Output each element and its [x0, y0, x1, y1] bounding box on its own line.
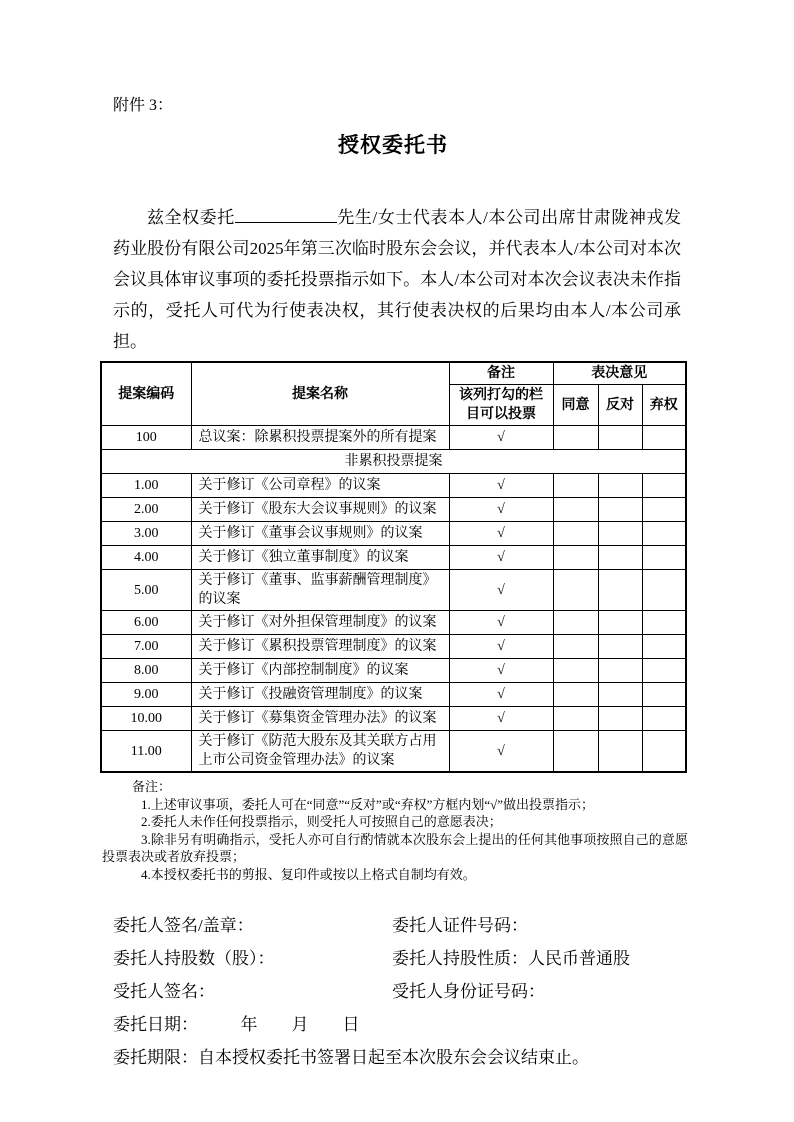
header-remark-note: 该列打勾的栏目可以投票: [449, 385, 553, 426]
table-row: [101, 426, 686, 450]
entrust-date-line: 委托日期： 年 月 日: [113, 1015, 360, 1034]
proposal-code-cell: 100: [101, 426, 191, 450]
intro-paragraph: [113, 202, 681, 357]
proposal-code-cell: 11.00: [101, 731, 191, 773]
abstain-vote-cell[interactable]: [642, 546, 686, 570]
table-header-row-1: [101, 362, 686, 385]
proposal-name-cell: 关于修订《股东大会议事规则》的议案: [191, 498, 449, 522]
remark-check-cell: √: [449, 611, 553, 635]
note-item: 4.本授权委托书的剪报、复印件或按以上格式自制均有效。: [141, 866, 476, 882]
agree-vote-cell[interactable]: [553, 659, 598, 683]
proposal-name-cell: 关于修订《防范大股东及其关联方占用上市公司资金管理办法》的议案: [191, 731, 449, 773]
oppose-vote-cell[interactable]: [598, 546, 642, 570]
proposal-code-cell: 3.00: [101, 522, 191, 546]
oppose-vote-cell[interactable]: [598, 731, 642, 773]
trustee-sign-label: 受托人签名：: [113, 982, 215, 1001]
proposal-code-cell: 4.00: [101, 546, 191, 570]
oppose-vote-cell[interactable]: [598, 683, 642, 707]
proposal-voting-table: [100, 361, 687, 773]
proposal-table-body: [101, 426, 686, 773]
table-row: [101, 683, 686, 707]
agree-vote-cell[interactable]: [553, 707, 598, 731]
proposal-name-cell: 关于修订《累积投票管理制度》的议案: [191, 635, 449, 659]
proposal-code-cell: 9.00: [101, 683, 191, 707]
section-label: 非累积投票提案: [101, 450, 686, 474]
proposal-name-cell: 关于修订《董事会议事规则》的议案: [191, 522, 449, 546]
intro-suffix: 先生/女士代表本人/本公司出席甘肃陇神戎发药业股份有限公司2025年第三次临时股东会会议，并代表本人/本公司对本次会议具体审议事项的委托投票指示如下。本人/本公司对本次会议表决未作指示的，受托人可代为行使表决权，其行使表决权的后果均由本人/本公司承担。: [113, 208, 682, 351]
proposal-name-cell: 关于修订《对外担保管理制度》的议案: [191, 611, 449, 635]
proposal-name-cell: 关于修订《董事、监事薪酬管理制度》的议案: [191, 570, 449, 611]
proposal-code-cell: 1.00: [101, 474, 191, 498]
principal-share-type-label: 委托人持股性质：人民币普通股: [392, 949, 630, 968]
remark-check-cell: √: [449, 570, 553, 611]
oppose-vote-cell[interactable]: [598, 707, 642, 731]
header-oppose: 反对: [598, 385, 642, 426]
abstain-vote-cell[interactable]: [642, 731, 686, 773]
table-row: [101, 659, 686, 683]
remark-check-cell: √: [449, 498, 553, 522]
header-agree: 同意: [553, 385, 598, 426]
table-row: [101, 635, 686, 659]
page-title: 授权委托书: [338, 133, 448, 157]
agree-vote-cell[interactable]: [553, 474, 598, 498]
proxy-name-blank-field[interactable]: [235, 205, 337, 223]
abstain-vote-cell[interactable]: [642, 570, 686, 611]
notes-list: [102, 796, 688, 884]
signature-section: [113, 909, 686, 1074]
remark-check-cell: √: [449, 522, 553, 546]
intro-prefix: 兹全权委托: [147, 208, 235, 227]
agree-vote-cell[interactable]: [553, 522, 598, 546]
proposal-code-cell: 7.00: [101, 635, 191, 659]
proposal-code-cell: 5.00: [101, 570, 191, 611]
notes-section: [102, 778, 688, 883]
table-row: [101, 474, 686, 498]
proposal-name-cell: 关于修订《投融资管理制度》的议案: [191, 683, 449, 707]
abstain-vote-cell[interactable]: [642, 522, 686, 546]
proposal-code-cell: 6.00: [101, 611, 191, 635]
oppose-vote-cell[interactable]: [598, 498, 642, 522]
header-proposal-code: 提案编码: [101, 362, 191, 426]
table-row: [101, 498, 686, 522]
abstain-vote-cell[interactable]: [642, 498, 686, 522]
agree-vote-cell[interactable]: [553, 635, 598, 659]
agree-vote-cell[interactable]: [553, 546, 598, 570]
oppose-vote-cell[interactable]: [598, 611, 642, 635]
abstain-vote-cell[interactable]: [642, 611, 686, 635]
abstain-vote-cell[interactable]: [642, 635, 686, 659]
header-remark: 备注: [449, 362, 553, 385]
remark-check-cell: √: [449, 635, 553, 659]
note-item: 1.上述审议事项，委托人可在“同意”“反对”或“弃权”方框内划“√”做出投票指示；: [141, 796, 595, 812]
abstain-vote-cell[interactable]: [642, 707, 686, 731]
proposal-name-cell: 关于修订《内部控制制度》的议案: [191, 659, 449, 683]
remark-check-cell: √: [449, 707, 553, 731]
abstain-vote-cell[interactable]: [642, 683, 686, 707]
agree-vote-cell[interactable]: [553, 611, 598, 635]
abstain-vote-cell[interactable]: [642, 474, 686, 498]
header-proposal-name: 提案名称: [191, 362, 449, 426]
oppose-vote-cell[interactable]: [598, 635, 642, 659]
remark-check-cell: √: [449, 731, 553, 773]
table-row: [101, 522, 686, 546]
proposal-code-cell: 8.00: [101, 659, 191, 683]
notes-label: 备注：: [132, 779, 172, 794]
header-vote-opinion: 表决意见: [553, 362, 686, 385]
agree-vote-cell[interactable]: [553, 498, 598, 522]
principal-id-label: 委托人证件号码：: [392, 916, 528, 935]
oppose-vote-cell[interactable]: [598, 522, 642, 546]
attachment-label: 附件 3：: [113, 97, 174, 114]
remark-check-cell: √: [449, 683, 553, 707]
agree-vote-cell[interactable]: [553, 426, 598, 450]
remark-check-cell: √: [449, 426, 553, 450]
proposal-code-cell: 10.00: [101, 707, 191, 731]
table-row: [101, 546, 686, 570]
remark-check-cell: √: [449, 659, 553, 683]
remark-check-cell: √: [449, 546, 553, 570]
abstain-vote-cell[interactable]: [642, 426, 686, 450]
principal-shares-label: 委托人持股数（股）：: [113, 949, 275, 968]
note-item: 3.除非另有明确指示，受托人亦可自行酌情就本次股东会上提出的任何其他事项按照自己的意愿投票表决或者放弃投票；: [102, 831, 688, 864]
oppose-vote-cell[interactable]: [598, 426, 642, 450]
note-item: 2.委托人未作任何投票指示，则受托人可按照自己的意愿表决；: [141, 814, 502, 829]
header-abstain: 弃权: [642, 385, 686, 426]
agree-vote-cell[interactable]: [553, 570, 598, 611]
section-row: [101, 450, 686, 474]
oppose-vote-cell[interactable]: [598, 659, 642, 683]
proposal-name-cell: 关于修订《募集资金管理办法》的议案: [191, 707, 449, 731]
proposal-code-cell: 2.00: [101, 498, 191, 522]
oppose-vote-cell[interactable]: [598, 474, 642, 498]
trustee-id-label: 受托人身份证号码：: [392, 982, 545, 1001]
entrust-period-line: 委托期限：自本授权委托书签署日起至本次股东会会议结束止。: [113, 1048, 589, 1067]
table-row: [101, 731, 686, 773]
agree-vote-cell[interactable]: [553, 731, 598, 773]
oppose-vote-cell[interactable]: [598, 570, 642, 611]
table-row: [101, 707, 686, 731]
remark-check-cell: √: [449, 474, 553, 498]
proposal-name-cell: 总议案：除累积投票提案外的所有提案: [191, 426, 449, 450]
proposal-name-cell: 关于修订《公司章程》的议案: [191, 474, 449, 498]
agree-vote-cell[interactable]: [553, 683, 598, 707]
abstain-vote-cell[interactable]: [642, 659, 686, 683]
table-row: [101, 611, 686, 635]
proposal-name-cell: 关于修订《独立董事制度》的议案: [191, 546, 449, 570]
principal-sign-label: 委托人签名/盖章：: [113, 916, 254, 935]
table-row: [101, 570, 686, 611]
